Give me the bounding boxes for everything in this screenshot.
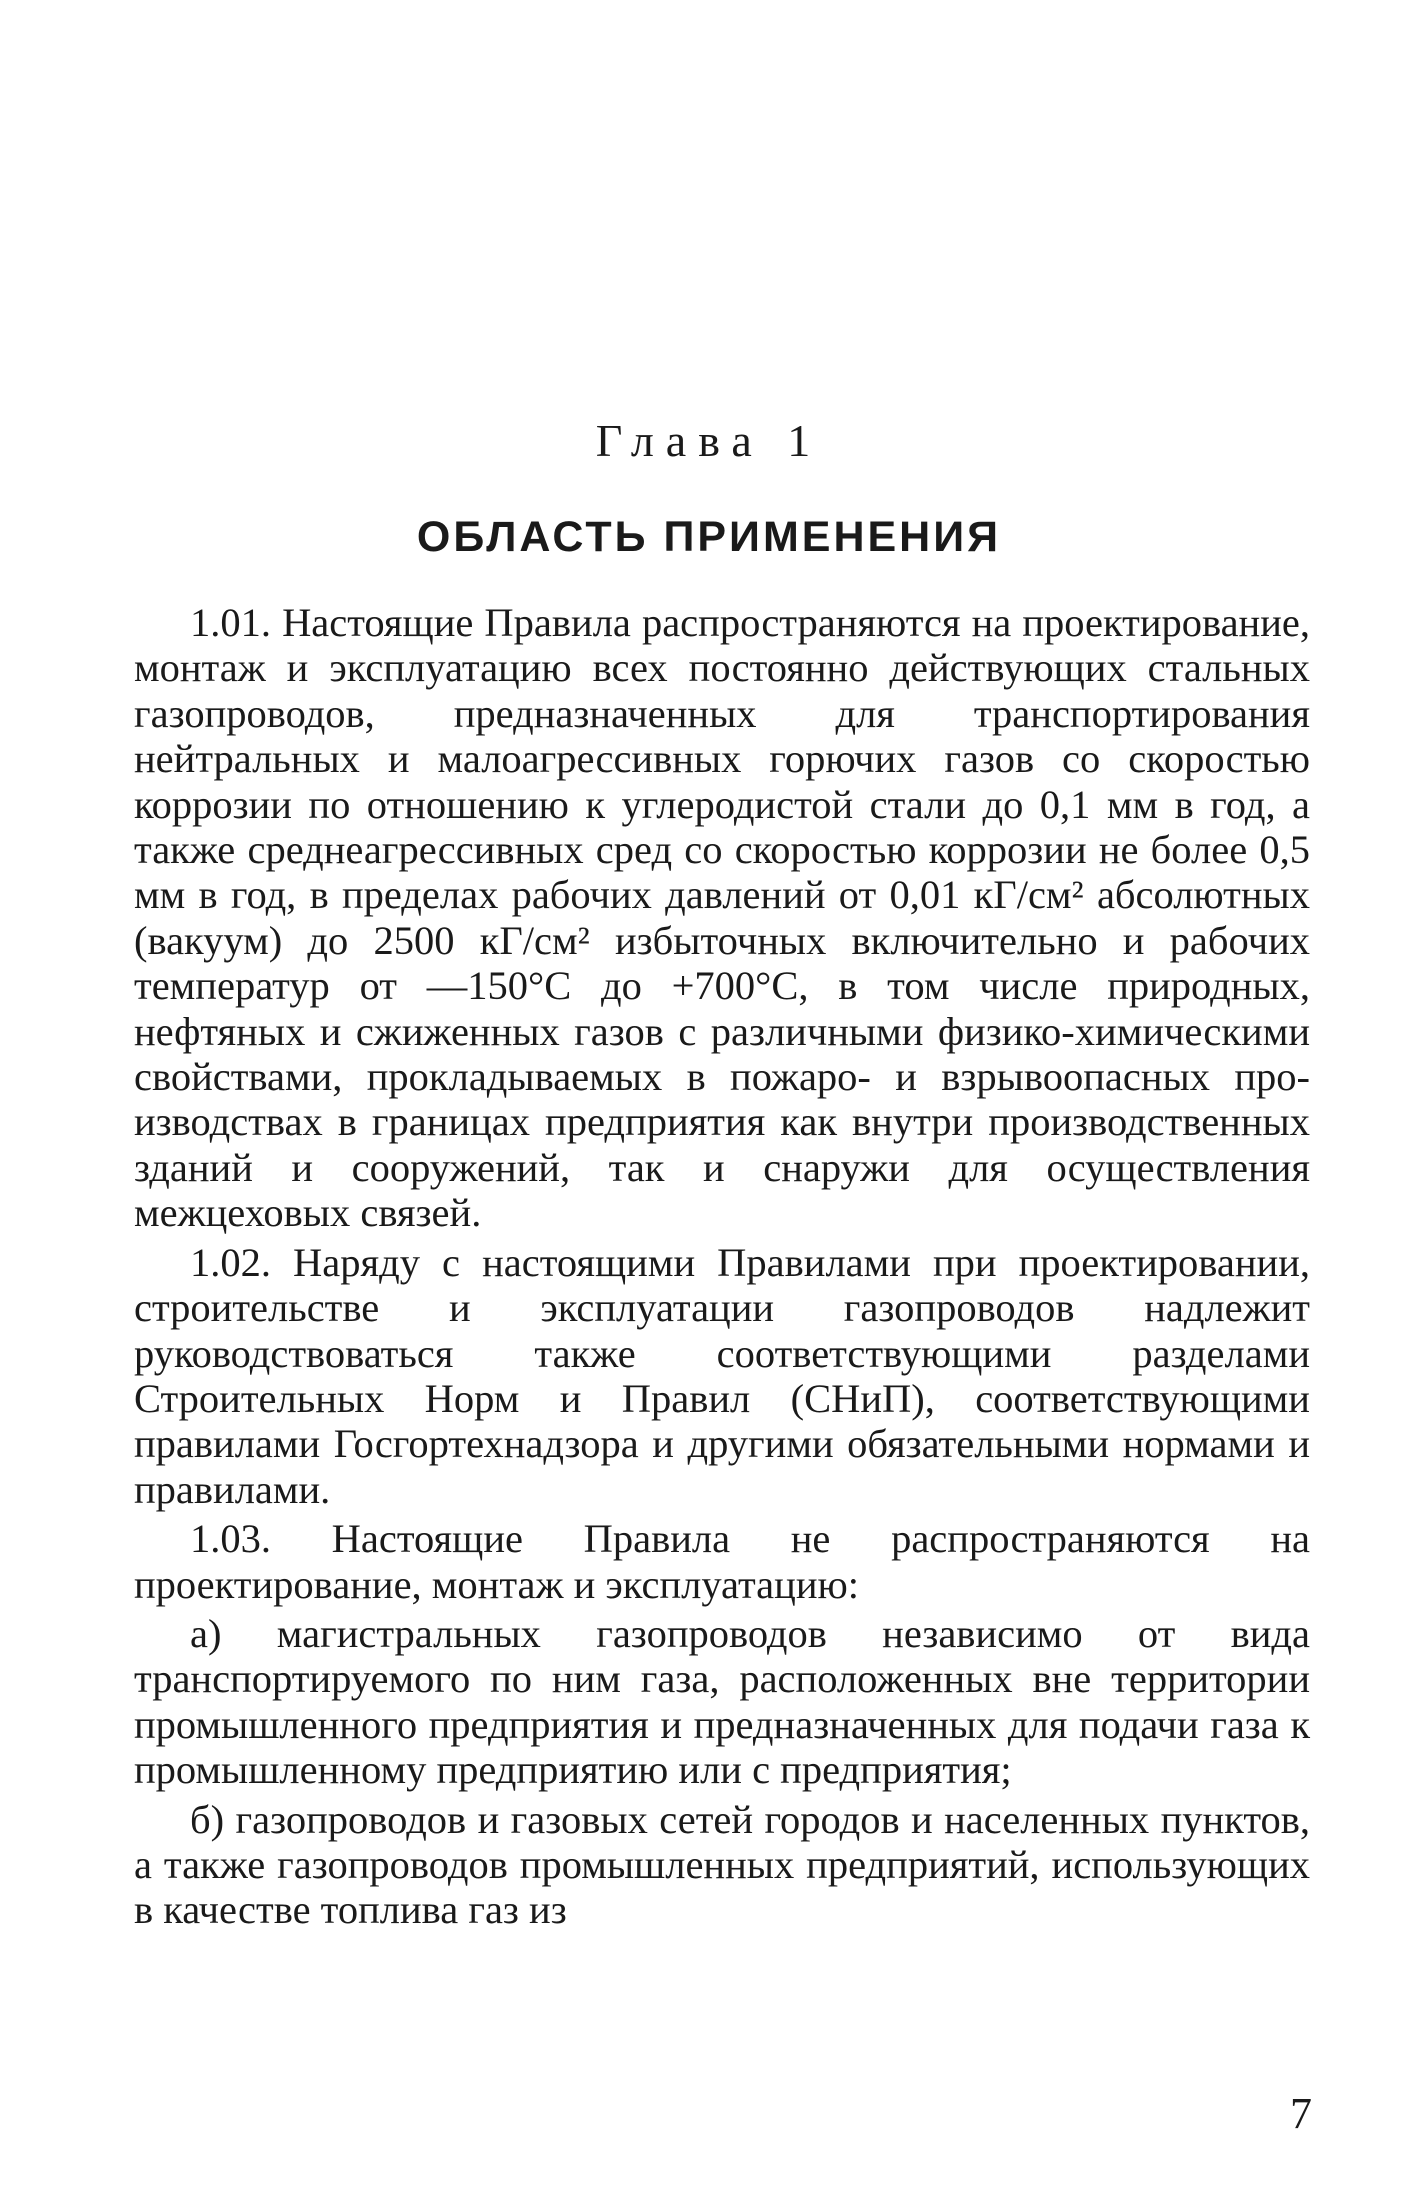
page-number: 7 <box>1290 2089 1312 2138</box>
paragraph-1-02: 1.02. Наряду с настоящими Правилами при проектировании, строительстве и эксплуатации газопроводов надлежит руководствоваться также соответствующими разделами Строительных Норм и Правил (СНиП), соответствующими правилами Госгортехнадзора и другими обязательными нормами и правилами. <box>134 1239 1310 1512</box>
list-item-a: а) магистральных газопроводов независимо от вида транспортируемого по ним газа, расположенных вне территории промышленного предприятия и предназначенных для подачи газа к промышленному предприятию или с предприятия; <box>134 1610 1310 1793</box>
paragraph-1-01: 1.01. Настоящие Правила распространяются на проектирование, монтаж и эксплуатацию всех постоянно действующих стальных газопроводов, предназначенных для транспортирования нейтральных и малоагрессивных горючих газов со скоростью коррозии по отношению к углеродистой стали до 0,1 мм в год, а также среднеагрессивных сред со скоростью коррозии не более 0,5 мм в год, в пределах рабочих давлений от 0,01 кГ/см² абсолютных (вакуум) до 2500 кГ/см² избыточных включительно и рабочих температур от —150°С до +700°С, в том числе природных, нефтяных и сжиженных газов с различными физико-химическими свойствами, прокладываемых в пожаро- и взрывоопасных производствах в границах предприятия как внутри производственных зданий и сооружений, так и снаружи для осуществления межцеховых связей. <box>134 600 1310 1236</box>
body-text <box>134 600 1310 1933</box>
section-title: ОБЛАСТЬ ПРИМЕНЕНИЯ <box>416 513 1002 561</box>
list-item-b: б) газопроводов и газовых сетей городов и населенных пунктов, а также газопроводов промышленных предприятий, использующих в качестве топлива газ из <box>134 1796 1310 1933</box>
paragraph-1-03: 1.03. Настоящие Правила не распространяются на проектирование, монтаж и эксплуатацию: <box>134 1516 1310 1607</box>
chapter-label: Глава 1 <box>595 415 823 466</box>
